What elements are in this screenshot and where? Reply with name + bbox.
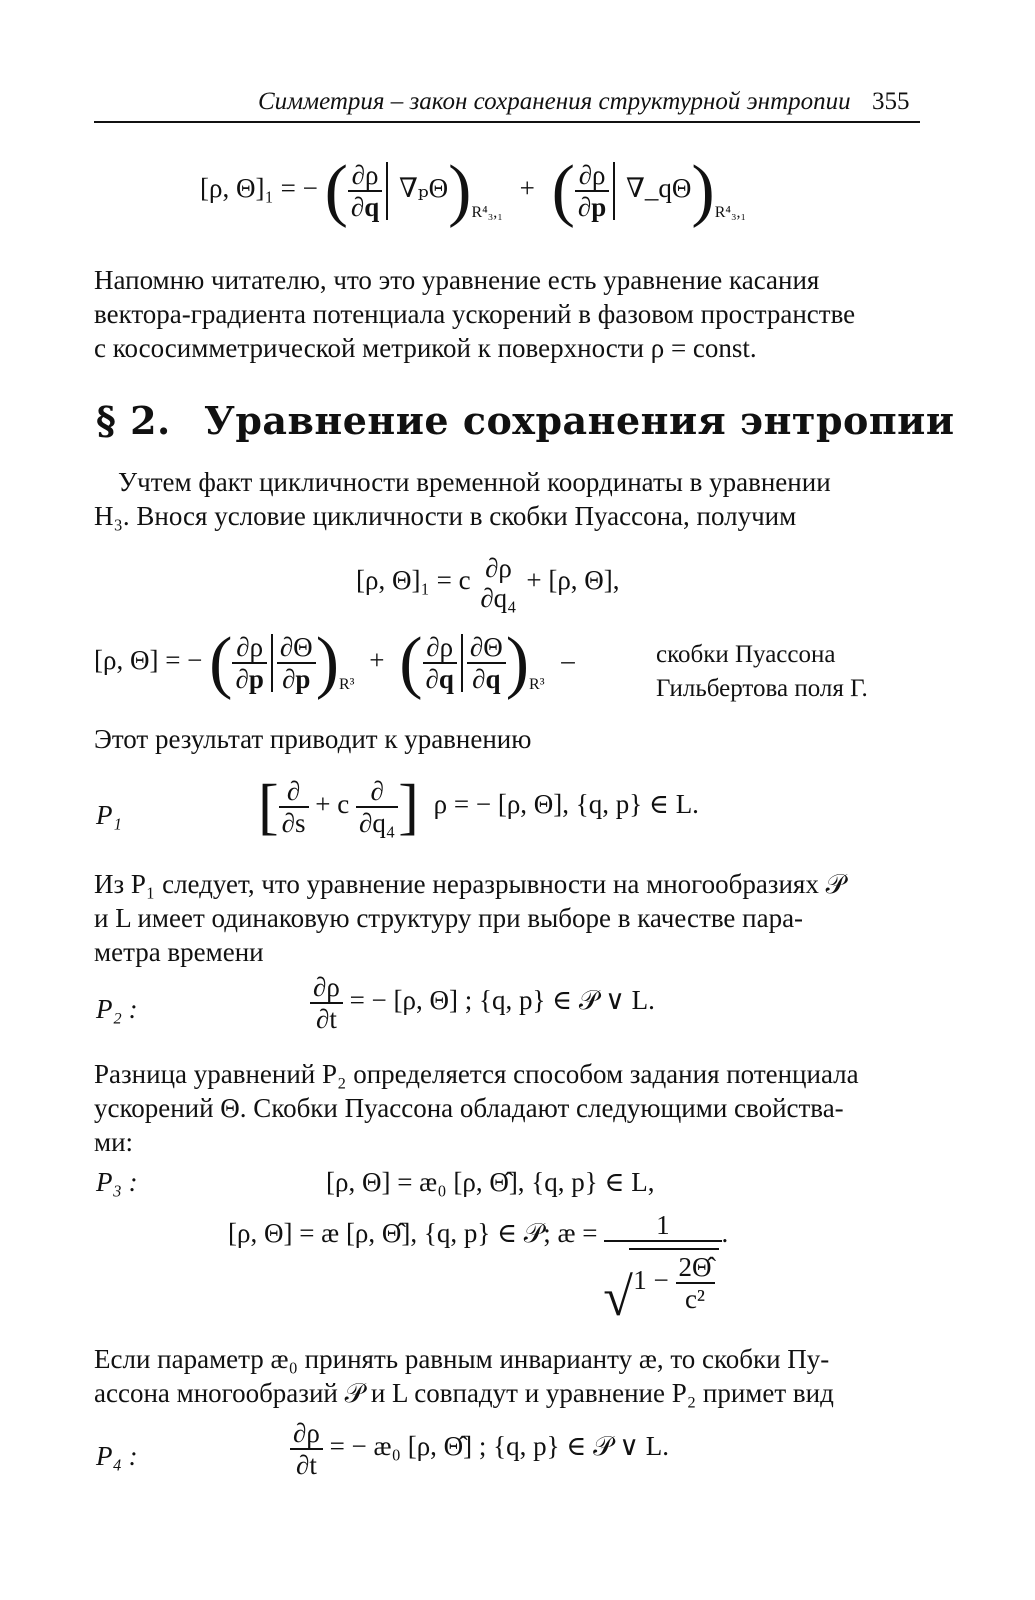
eq-b-frac2a-num: ∂ρ — [426, 632, 454, 662]
eq-p1-frac1-num: ∂ — [286, 776, 301, 806]
eq-b-note-line: скобки Пуассона — [656, 641, 836, 668]
eq-p3-frac — [604, 1210, 721, 1314]
eq-b-frac1a-den: ∂p — [232, 662, 266, 694]
eq-top-op2: ∇_qΘ — [626, 173, 692, 204]
paragraph-3 — [94, 722, 920, 756]
eq-p2-num: ∂ρ — [313, 972, 340, 1002]
eq-top-lhs: [ρ, Θ]₁ = − — [200, 173, 318, 204]
eq-p3-line2-text: [ρ, Θ] = æ [ρ, Θ̂], {q, p} ∈ 𝒫; æ = — [228, 1218, 598, 1248]
eq-top-frac1-num: ∂ρ — [351, 160, 379, 190]
paragraph-6 — [94, 1342, 920, 1410]
eq-a-rhs: + [ρ, Θ], — [526, 565, 620, 596]
eq-b-frac2b-den: ∂q — [467, 662, 506, 694]
paragraph-3-line: Этот результат приводит к уравнению — [94, 724, 532, 754]
equation-p3-line2 — [228, 1210, 729, 1314]
eq-top-sub2: R⁴₃,₁ — [714, 204, 747, 222]
eq-top-plus: + — [519, 173, 535, 204]
eq-p1-label: P₁ — [96, 800, 122, 830]
paragraph-6-line: Если параметр æ₀ принять равным инварианту æ, то скобки Пу- — [94, 1344, 830, 1374]
eq-b-sub2: R³ — [529, 676, 545, 694]
eq-b-frac1b — [277, 632, 316, 694]
eq-p1-frac2 — [356, 776, 398, 838]
eq-b-dash: – — [561, 645, 575, 676]
equation-top: [ρ, Θ]₁ = − ( $\frac{\partial\rho}{\partial q}$ $\nabla_p\Theta)_{R^4_3,_1}$ + ( $\frac{\partial\rho}{\partial p}$ $\nabla\_q\Theta)_{R^4_3,_1}$ — [200, 152, 747, 229]
eq-top-frac1-den: ∂q — [348, 190, 382, 222]
eq-b-frac2a — [423, 632, 457, 694]
eq-top-frac2-den: ∂p — [575, 190, 609, 222]
paragraph-2-line: H₃. Внося условие цикличности в скобки Пуассона, получим — [94, 501, 797, 531]
eq-top-op1: ∇ₚΘ — [399, 173, 449, 204]
paragraph-5-line: ускорений Θ. Скобки Пуассона обладают следующими свойства- — [94, 1093, 844, 1123]
paragraph-5 — [94, 1057, 920, 1159]
eq-a-lhs: [ρ, Θ]₁ = c — [356, 565, 471, 596]
eq-p2-den: ∂t — [310, 1002, 343, 1034]
paragraph-4-line: и L имеет одинаковую структуру при выборе в качестве пара- — [94, 903, 804, 933]
eq-top-frac2-num: ∂ρ — [578, 160, 606, 190]
eq-b-frac1a-num: ∂ρ — [236, 632, 264, 662]
paragraph-5-line: Разница уравнений P₂ определяется способом задания потенциала — [94, 1059, 859, 1089]
paragraph-4-line: Из P₁ следует, что уравнение неразрывности на многообразиях 𝒫 — [94, 869, 846, 899]
eq-b-frac2b-num: ∂Θ — [469, 632, 503, 662]
eq-p3-sqrt-den: c² — [676, 1282, 715, 1314]
eq-p1-frac2-num: ∂ — [370, 776, 384, 806]
paragraph-1-line: с кососимметрической метрикой к поверхности ρ = const. — [94, 333, 757, 363]
eq-p2-label: P₂ : — [96, 994, 138, 1024]
eq-p3-end: . — [721, 1218, 729, 1248]
eq-b-lhs: [ρ, Θ] = − — [94, 645, 203, 676]
paragraph-1-line: вектора-градиента потенциала ускорений в фазовом пространстве — [94, 299, 856, 329]
eq-b-frac2b — [467, 632, 506, 694]
eq-p4-num: ∂ρ — [293, 1418, 320, 1448]
eq-p2-frac — [310, 972, 343, 1034]
equation-p1: [ $\frac{\partial}{\partial s}$ + c $\frac{\partial}{\text{∂q₄}}$ ] ρ = − [ρ, Θ], {q, p} ∈ L. — [258, 773, 699, 841]
eq-p3-sqrt-a: 1 − — [633, 1265, 669, 1296]
eq-p4-den: ∂t — [290, 1448, 323, 1480]
eq-b-note-line: Гильбертова поля Γ. — [656, 675, 868, 702]
equation-p2 — [310, 972, 655, 1034]
eq-top-frac1 — [348, 160, 382, 222]
eq-p3-frac-num: 1 — [656, 1210, 670, 1240]
eq-a-den: ∂q₄ — [480, 583, 517, 613]
paragraph-5-line: ми: — [94, 1127, 134, 1157]
eq-p1-frac2-den: ∂q₄ — [356, 806, 398, 838]
section-heading — [96, 398, 955, 443]
equation-p3-line1: [ρ, Θ] = æ₀ [ρ, Θ̂], {q, p} ∈ L, — [326, 1167, 655, 1197]
equation-p4 — [290, 1418, 669, 1480]
page-number: 355 — [872, 88, 910, 115]
sqrt-sign — [629, 1248, 718, 1314]
eq-p1-plus-c: + c — [315, 789, 350, 820]
eq-b-frac1a — [232, 632, 266, 694]
eq-b-frac1b-num: ∂Θ — [279, 632, 313, 662]
eq-top-frac2 — [575, 160, 609, 222]
eq-p4-frac — [290, 1418, 323, 1480]
eq-b-sub1: R³ — [339, 676, 355, 694]
paragraph-4 — [94, 867, 920, 969]
header-rule — [94, 121, 920, 123]
paragraph-1 — [94, 263, 920, 365]
eq-p3-sqrt-frac — [676, 1252, 715, 1314]
section-title: Уравнение сохранения энтропии — [204, 398, 955, 443]
eq-p3-label: P₃ : — [96, 1167, 138, 1197]
section-number: § 2. — [96, 398, 171, 443]
paragraph-4-line: метра времени — [94, 937, 264, 967]
eq-b-note — [656, 638, 868, 706]
paragraph-2-line: Учтем факт цикличности временной координаты в уравнении — [118, 467, 831, 497]
running-title: Симметрия – закон сохранения структурной энтропии — [258, 88, 851, 115]
eq-a-num: ∂ρ — [485, 553, 512, 583]
eq-b-frac1b-den: ∂p — [277, 662, 316, 694]
eq-p1-frac1 — [279, 776, 309, 838]
eq-p3-sqrt-num: 2Θ̂ — [678, 1252, 712, 1282]
eq-p1-rhs: ρ = − [ρ, Θ], {q, p} ∈ L. — [433, 789, 699, 820]
paragraph-2 — [94, 465, 920, 533]
eq-p2-rhs: = − [ρ, Θ] ; {q, p} ∈ 𝒫 ∨ L. — [349, 985, 655, 1016]
equation-a — [356, 553, 620, 613]
eq-p1-frac1-den: ∂s — [279, 806, 309, 838]
paragraph-1-line: Напомню читателю, что это уравнение есть уравнение касания — [94, 265, 820, 295]
eq-b-frac2a-den: ∂q — [423, 662, 457, 694]
paragraph-6-line: ассона многообразий 𝒫 и L совпадут и уравнение P₂ примет вид — [94, 1378, 834, 1408]
eq-b-plus: + — [369, 645, 385, 676]
eq-p3-frac-den — [604, 1240, 721, 1314]
eq-p4-rhs: = − æ₀ [ρ, Θ̂] ; {q, p} ∈ 𝒫 ∨ L. — [329, 1431, 670, 1462]
eq-p4-label: P₄ : — [96, 1441, 138, 1471]
equation-b: [ρ, Θ] = − ( $\frac{\partial\rho}{\partial p}$ $\frac{\partial\Theta}{\partial p}$ )$_{R^3}$ + ( $\frac{\partial\rho}{\partial q}$ $\frac{\partial\Theta}{\partial q}$ )$_{R^3}$ – — [94, 624, 575, 701]
eq-top-sub1: R⁴₃,₁ — [471, 204, 503, 222]
eq-a-frac — [477, 553, 519, 613]
